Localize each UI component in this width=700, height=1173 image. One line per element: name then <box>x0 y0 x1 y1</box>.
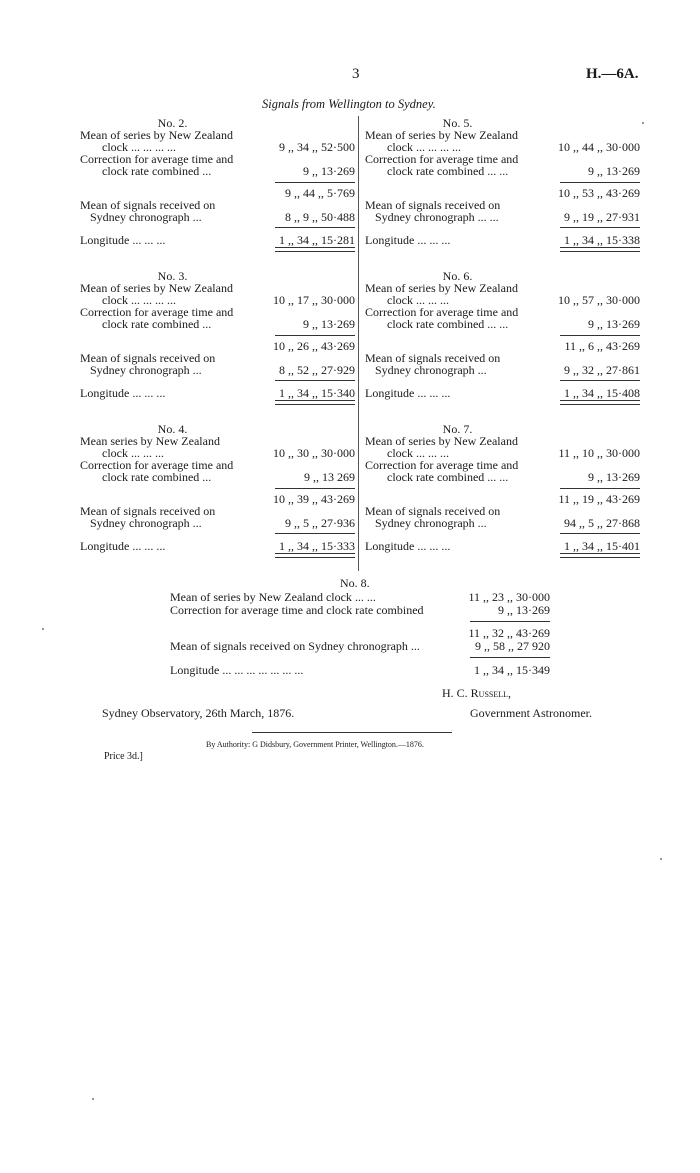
block-title: No. 7. <box>442 422 473 436</box>
correction-label: Correction for average time and clock rate combined <box>170 603 424 617</box>
series-value: 10 ,, 44 ,, 30·000 <box>558 140 640 154</box>
diff-rule <box>275 380 355 381</box>
longitude-value: 1 ,, 34 ,, 15·338 <box>564 233 640 247</box>
printer-rule <box>252 732 452 733</box>
correction-value: 9 ,, 13·269 <box>588 164 640 178</box>
signals-label: Mean of signals received on <box>365 504 501 518</box>
series-label: Mean of series by New Zealand clock ... ... <box>170 590 376 604</box>
correction-value: 9 ,, 13 269 <box>304 470 355 484</box>
diff-rule <box>275 227 355 228</box>
signals-label: Mean of signals received on <box>80 351 216 365</box>
total-double-rule <box>275 247 355 252</box>
series-value: 11 ,, 10 ,, 30·000 <box>558 446 640 460</box>
chronograph-value: 9 ,, 5 ,, 27·936 <box>285 516 355 530</box>
diff-rule <box>560 533 640 534</box>
block-no7 <box>365 422 640 562</box>
chronograph-label: Sydney chronograph ... <box>90 516 202 530</box>
series-value: 9 ,, 34 ,, 52·500 <box>279 140 355 154</box>
signals-label: Mean of signals received on Sydney chronograph ... <box>170 639 420 653</box>
correction-value: 9 ,, 13·269 <box>303 164 355 178</box>
sum-rule <box>470 621 550 622</box>
block-title: No. 3. <box>157 269 188 283</box>
total-double-rule <box>560 400 640 405</box>
signatory-title: Government Astronomer. <box>470 706 592 720</box>
block-no6 <box>365 269 640 409</box>
series-label: Mean of series by New Zealand <box>365 128 518 142</box>
clock-label: clock ... ... ... ... <box>387 140 461 154</box>
longitude-label: Longitude ... ... ... <box>80 539 166 553</box>
chronograph-value: 94 ,, 5 ,, 27·868 <box>564 516 640 530</box>
clock-rate-label: clock rate combined ... <box>102 317 212 331</box>
sum-value: 9 ,, 44 ,, 5·769 <box>285 186 355 200</box>
total-double-rule <box>275 553 355 558</box>
series-label: Mean of series by New Zealand <box>365 434 518 448</box>
sum-value: 11 ,, 32 ,, 43·269 <box>468 626 550 640</box>
longitude-value: 1 ,, 34 ,, 15·281 <box>279 233 355 247</box>
longitude-label: Longitude ... ... ... <box>80 386 166 400</box>
sum-value: 11 ,, 6 ,, 43·269 <box>564 339 640 353</box>
clock-rate-label: clock rate combined ... ... <box>387 164 509 178</box>
longitude-value: 1 ,, 34 ,, 15·340 <box>279 386 355 400</box>
total-double-rule <box>275 400 355 405</box>
series-label: Mean of series by New Zealand <box>365 281 518 295</box>
chronograph-label: Sydney chronograph ... <box>375 516 487 530</box>
series-value: 10 ,, 57 ,, 30·000 <box>558 293 640 307</box>
correction-label: Correction for average time and <box>365 152 519 166</box>
total-double-rule <box>560 553 640 558</box>
block-no5 <box>365 116 640 256</box>
correction-label: Correction for average time and <box>80 152 234 166</box>
clock-label: clock ... ... ... ... <box>102 140 176 154</box>
longitude-value: 1 ,, 34 ,, 15·401 <box>564 539 640 553</box>
sum-rule <box>275 488 355 489</box>
correction-label: Correction for average time and <box>80 305 234 319</box>
chronograph-value: 9 ,, 19 ,, 27·931 <box>564 210 640 224</box>
block-title: No. 2. <box>157 116 188 130</box>
series-label: Mean series by New Zealand <box>80 434 220 448</box>
longitude-label: Longitude ... ... ... ... ... ... ... <box>170 663 304 677</box>
sum-value: 10 ,, 26 ,, 43·269 <box>273 339 355 353</box>
correction-value: 9 ,, 13·269 <box>588 317 640 331</box>
longitude-value: 1 ,, 34 ,, 15·333 <box>279 539 355 553</box>
longitude-value: 1 ,, 34 ,, 15·408 <box>564 386 640 400</box>
signals-label: Mean of signals received on <box>365 351 501 365</box>
sum-rule <box>275 182 355 183</box>
chronograph-value: 8 ,, 9 ,, 50·488 <box>285 210 355 224</box>
total-double-rule <box>560 247 640 252</box>
sum-rule <box>560 182 640 183</box>
clock-label: clock ... ... ... <box>387 293 449 307</box>
block-no2 <box>80 116 355 256</box>
section-title: Signals from Wellington to Sydney. <box>262 97 436 111</box>
block-no4 <box>80 422 355 562</box>
diff-rule <box>560 380 640 381</box>
block-title: No. 5. <box>442 116 473 130</box>
longitude-value: 1 ,, 34 ,, 15·349 <box>474 663 550 677</box>
series-label: Mean of series by New Zealand <box>80 281 233 295</box>
chronograph-label: Sydney chronograph ... ... <box>375 210 499 224</box>
series-value: 10 ,, 17 ,, 30·000 <box>273 293 355 307</box>
signals-label: Mean of signals received on <box>80 504 216 518</box>
longitude-label: Longitude ... ... ... <box>365 386 451 400</box>
clock-rate-label: clock rate combined ... ... <box>387 470 509 484</box>
page-number: 3 <box>352 66 360 82</box>
sum-value: 10 ,, 53 ,, 43·269 <box>558 186 640 200</box>
series-value: 11 ,, 23 ,, 30·000 <box>468 590 550 604</box>
sum-value: 11 ,, 19 ,, 43·269 <box>558 492 640 506</box>
sum-value: 10 ,, 39 ,, 43·269 <box>273 492 355 506</box>
signals-label: Mean of signals received on <box>80 198 216 212</box>
chronograph-value: 9 ,, 32 ,, 27·861 <box>564 363 640 377</box>
diff-rule <box>470 657 550 658</box>
correction-label: Correction for average time and <box>80 458 234 472</box>
paper-speck <box>42 628 44 630</box>
clock-rate-label: clock rate combined ... <box>102 470 212 484</box>
longitude-label: Longitude ... ... ... <box>365 233 451 247</box>
paper-speck <box>660 858 662 860</box>
series-value: 10 ,, 30 ,, 30·000 <box>273 446 355 460</box>
paper-speck <box>642 122 644 124</box>
correction-label: Correction for average time and <box>365 305 519 319</box>
sum-rule <box>275 335 355 336</box>
block-no3 <box>80 269 355 409</box>
block-title: No. 6. <box>442 269 473 283</box>
sum-rule <box>560 335 640 336</box>
block-no8 <box>170 576 550 686</box>
correction-label: Correction for average time and <box>365 458 519 472</box>
printer-imprint: By Authority: G Didsbury, Government Printer, Wellington.—1876. <box>206 740 424 749</box>
block-title: No. 8. <box>340 576 370 590</box>
signals-label: Mean of signals received on <box>365 198 501 212</box>
clock-label: clock ... ... ... <box>102 446 164 460</box>
longitude-label: Longitude ... ... ... <box>365 539 451 553</box>
chronograph-label: Sydney chronograph ... <box>90 363 202 377</box>
clock-label: clock ... ... ... ... <box>102 293 176 307</box>
diff-rule <box>275 533 355 534</box>
chronograph-value: 8 ,, 52 ,, 27·929 <box>279 363 355 377</box>
signatory-name: H. C. Russell, <box>442 686 512 700</box>
clock-rate-label: clock rate combined ... <box>102 164 212 178</box>
clock-label: clock ... ... ... <box>387 446 449 460</box>
block-title: No. 4. <box>157 422 188 436</box>
series-label: Mean of series by New Zealand <box>80 128 233 142</box>
longitude-label: Longitude ... ... ... <box>80 233 166 247</box>
column-divider <box>358 116 359 571</box>
sum-rule <box>560 488 640 489</box>
chronograph-label: Sydney chronograph ... <box>375 363 487 377</box>
correction-value: 9 ,, 13·269 <box>498 603 550 617</box>
place-date: Sydney Observatory, 26th March, 1876. <box>102 706 295 720</box>
correction-value: 9 ,, 13·269 <box>303 317 355 331</box>
price-note: Price 3d.] <box>104 751 143 762</box>
correction-value: 9 ,, 13·269 <box>588 470 640 484</box>
diff-rule <box>560 227 640 228</box>
clock-rate-label: clock rate combined ... ... <box>387 317 509 331</box>
paper-speck <box>92 1098 94 1100</box>
chronograph-value: 9 ,, 58 ,, 27 920 <box>475 639 550 653</box>
document-reference: H.—6A. <box>586 66 639 82</box>
chronograph-label: Sydney chronograph ... <box>90 210 202 224</box>
